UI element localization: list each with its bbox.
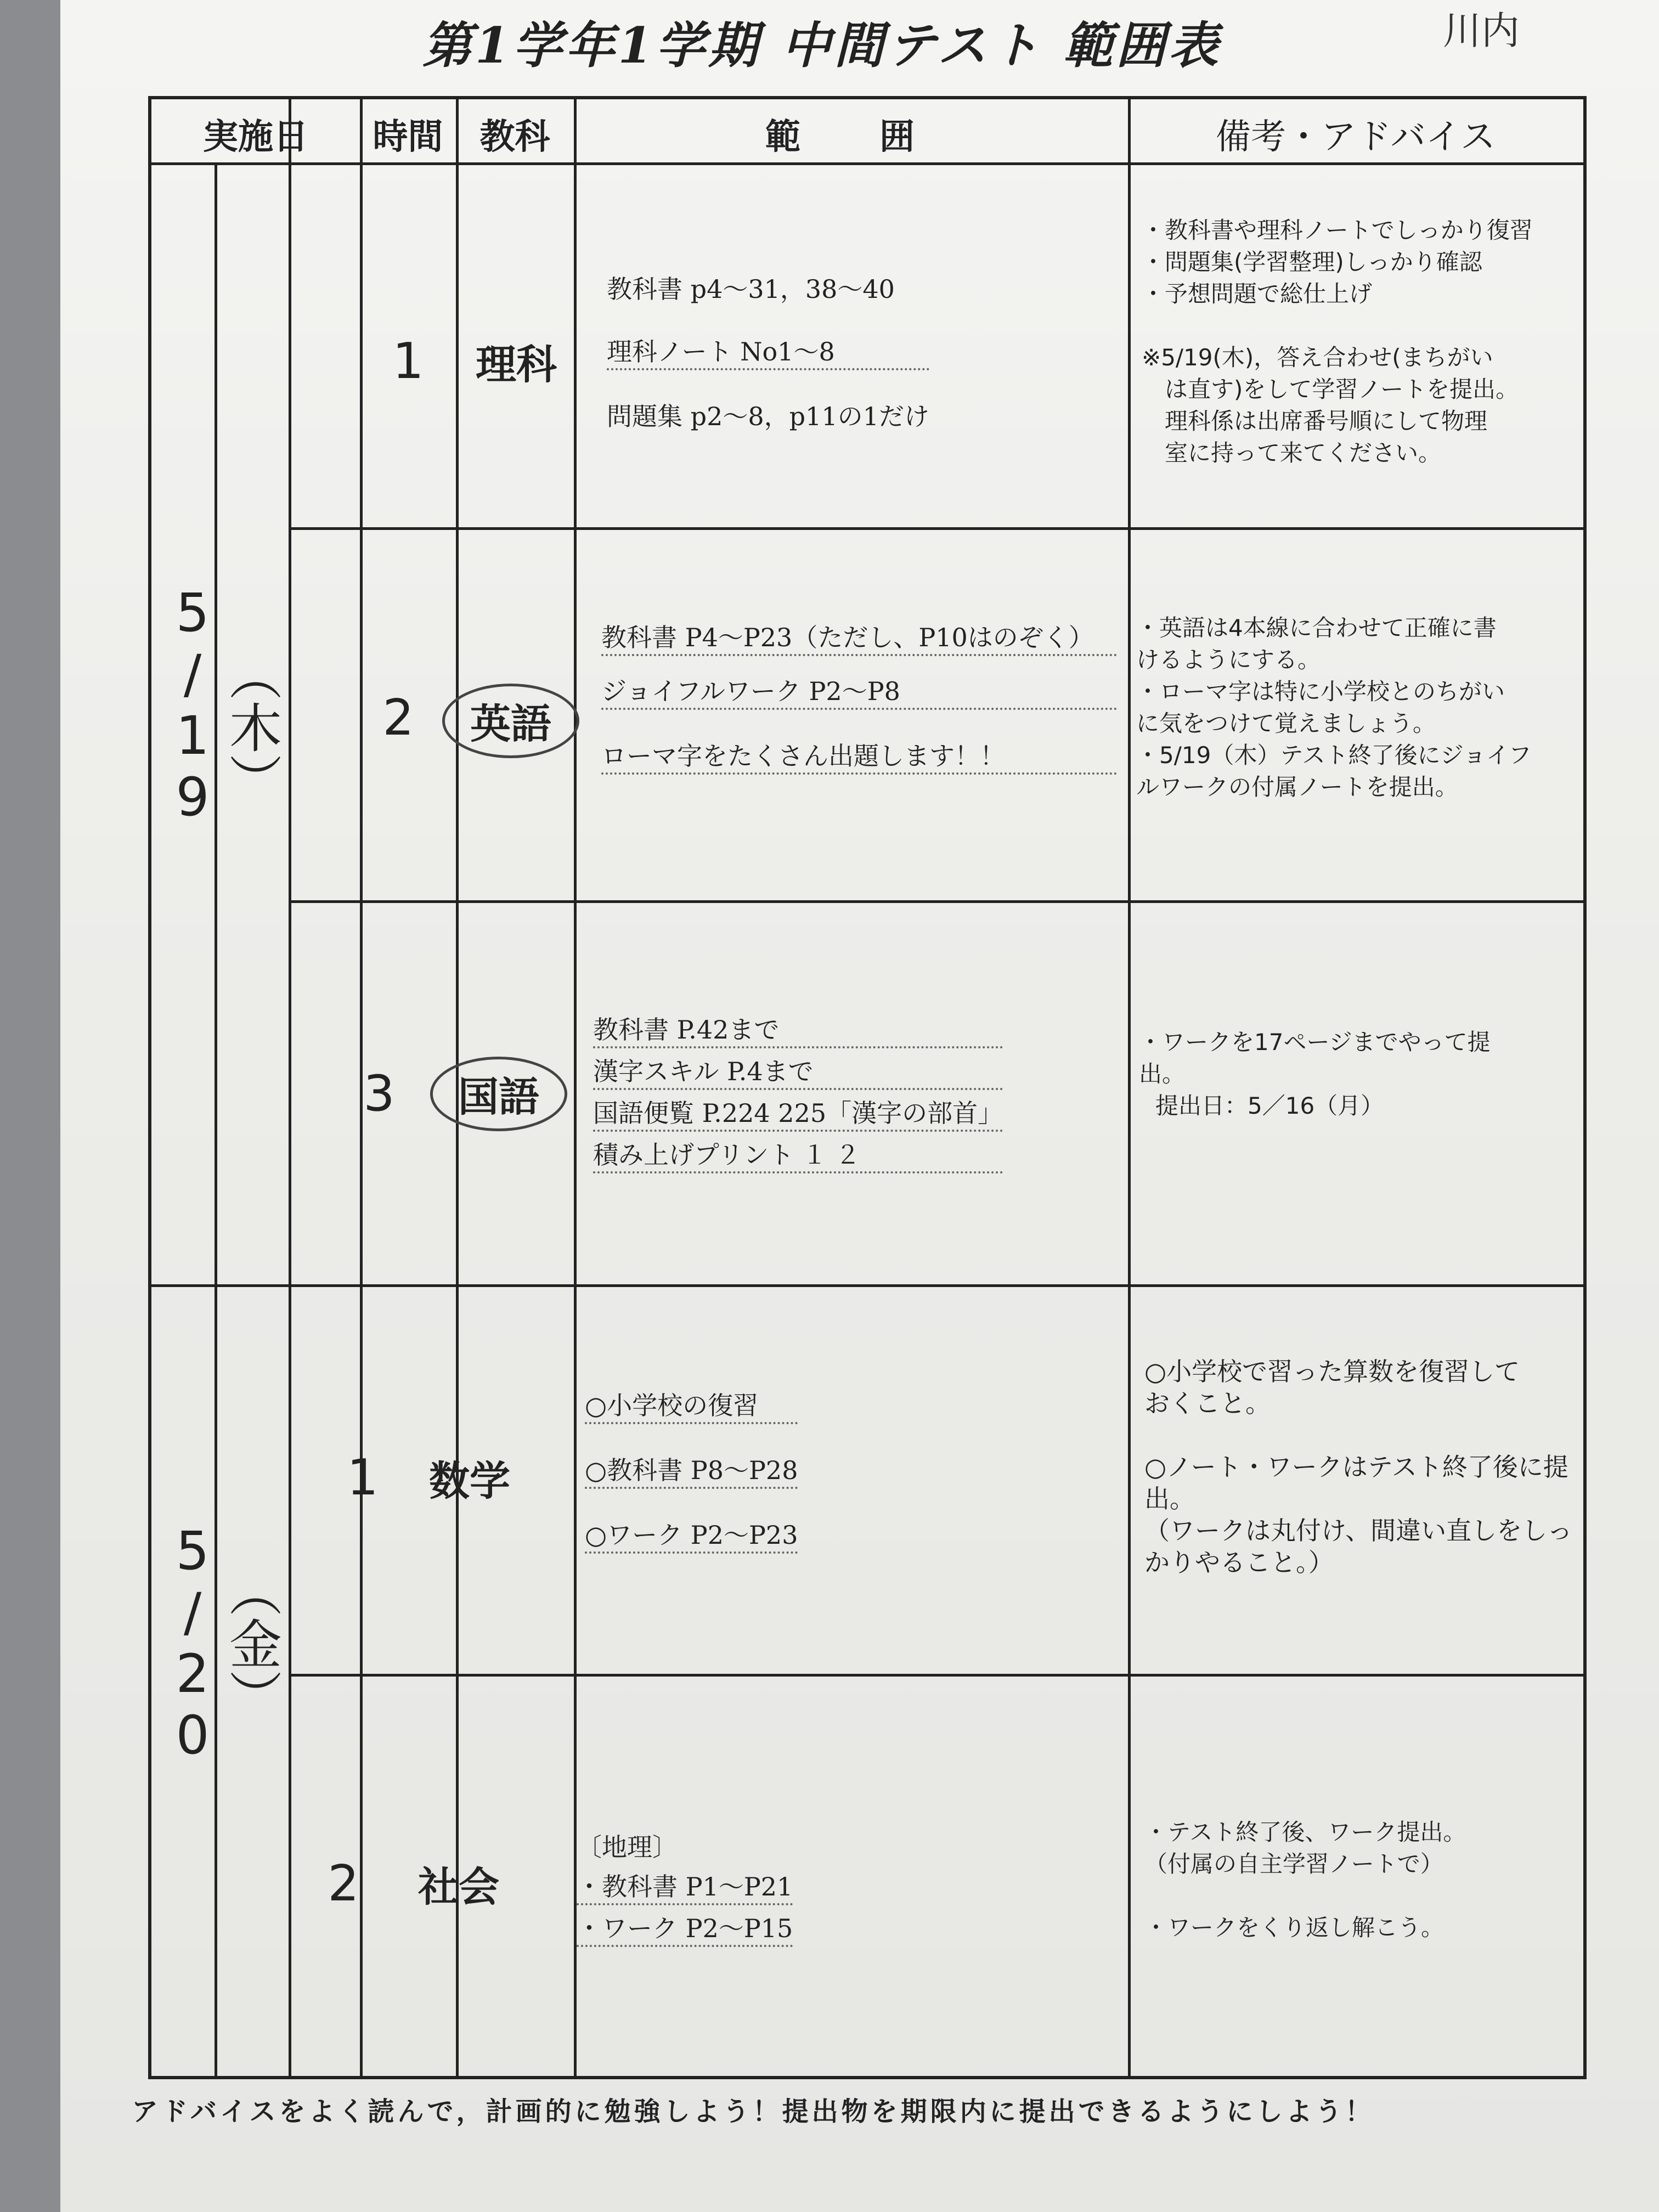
range-line: ○教科書 P8～P28 (585, 1451, 798, 1489)
range-line: ○小学校の復習 (585, 1386, 798, 1424)
note-line: ・予想問題で総仕上げ (1142, 280, 1373, 307)
note-line: 理科係は出席番号順にして物理 (1165, 408, 1488, 435)
note-line: かりやること。） (1144, 1548, 1334, 1577)
range-cell (601, 618, 1117, 801)
note-line: 室に持って来てください。 (1165, 439, 1442, 466)
header-time: 時間 (373, 116, 443, 157)
header-subject: 教科 (479, 116, 550, 157)
range-line: ・ワーク P2～P15 (577, 1909, 793, 1947)
page-title: 第1学年1学期 中間テスト 範囲表 (422, 16, 1222, 75)
divider (289, 527, 1583, 530)
date-text: 5/19 (162, 582, 223, 828)
range-cell (593, 1010, 1003, 1177)
range-line: 国語便覧 P.224 225「漢字の部首」 (593, 1093, 1003, 1132)
range-line: 問題集 p2～8，p11の1だけ (607, 402, 929, 431)
weekday-text: （金） (221, 1564, 283, 1722)
note-line: （付属の自主学習ノートで） (1144, 1850, 1443, 1877)
weekday-text: （木） (221, 648, 283, 806)
range-line: 理科ノート No1～8 (607, 332, 929, 370)
subject-name: 数学 (429, 1458, 510, 1505)
divider (289, 900, 1583, 903)
worksheet-paper (60, 0, 1659, 2212)
exam-weekday (215, 648, 289, 806)
header-range: 範 囲 (765, 116, 936, 157)
period-number: 2 (382, 689, 414, 747)
note-line: ○小学校で習った算数を復習して (1144, 1357, 1520, 1386)
note-line: 出。 (1139, 1060, 1186, 1087)
header-notes: 備考・アドバイス (1215, 116, 1496, 157)
notes-cell (1144, 1816, 1578, 1944)
note-line: おくこと。 (1144, 1389, 1271, 1418)
divider (574, 99, 577, 2077)
divider (289, 99, 291, 2077)
divider (151, 1284, 1583, 1287)
range-cell (607, 269, 929, 459)
range-cell (577, 1827, 793, 1950)
period-number: 3 (363, 1065, 395, 1122)
note-line: ・ワークを17ページまでやって提 (1139, 1029, 1491, 1056)
date-text: 5/20 (162, 1520, 223, 1766)
range-line: 教科書 p4～31，38～40 (607, 274, 895, 304)
exam-date (151, 1520, 223, 1766)
range-line: ・教科書 P1～P21 (577, 1867, 793, 1905)
exam-date (151, 582, 223, 828)
note-line: は直す)をして学習ノートを提出。 (1165, 376, 1519, 403)
subject-name: 社会 (418, 1864, 499, 1911)
header-date: 実施日 (203, 116, 308, 157)
note-line: ・ローマ字は特に小学校とのちがい (1136, 678, 1505, 705)
note-line: ルワークの付属ノートを提出。 (1136, 774, 1458, 800)
range-line: 教科書 P4～P23（ただし、P10はのぞく） (601, 618, 1117, 656)
note-line: ※5/19(木)，答え合わせ(まちがい (1142, 344, 1493, 371)
note-line: ・5/19（木）テスト終了後にジョイフ (1136, 742, 1532, 769)
range-line: ローマ字をたくさん出題します！！ (601, 736, 1117, 775)
note-line: ・ワークをくり返し解こう。 (1144, 1914, 1444, 1941)
range-line: ○ワーク P2～P23 (585, 1515, 798, 1554)
range-line: 積み上げプリント １ ２ (593, 1135, 1003, 1173)
notes-cell (1142, 215, 1575, 469)
notes-cell (1144, 1356, 1583, 1578)
exam-weekday (215, 1564, 289, 1722)
range-cell (585, 1386, 798, 1580)
footer-advice: アドバイスをよく読んで，計画的に勉強しよう！提出物を期限内に提出できるようにしよう！ (132, 2096, 1375, 2127)
notes-cell (1136, 612, 1575, 803)
subject-name: 国語 (430, 1057, 567, 1131)
range-line: 漢字スキル P.4まで (593, 1052, 1003, 1090)
note-line: ・英語は4本線に合わせて正確に書 (1136, 614, 1497, 641)
note-line: 提出日：5／16（月） (1155, 1092, 1384, 1119)
divider (215, 162, 217, 2077)
divider (151, 162, 1583, 165)
divider (1128, 99, 1131, 2077)
schedule-table (148, 96, 1587, 2079)
note-line: 出。 (1144, 1484, 1195, 1514)
teacher-mark: 川内 (1443, 8, 1520, 53)
period-number: 1 (347, 1449, 379, 1506)
range-line: 〔地理〕 (577, 1832, 678, 1862)
note-line: に気をつけて覚えましょう。 (1136, 710, 1436, 737)
notes-cell (1139, 1026, 1583, 1122)
subject-name: 理科 (476, 341, 557, 388)
note-line: ・問題集(学習整理)しっかり確認 (1142, 249, 1482, 275)
subject-name: 英語 (442, 684, 579, 758)
range-line: 教科書 P.42まで (593, 1010, 1003, 1048)
note-line: ・教科書や理科ノートでしっかり復習 (1142, 217, 1533, 244)
note-line: （ワークは丸付け、間違い直しをしっ (1144, 1516, 1573, 1545)
note-line: けるようにする。 (1136, 646, 1321, 673)
period-number: 1 (392, 332, 424, 390)
divider (289, 1674, 1583, 1677)
note-line: ○ノート・ワークはテスト終了後に提 (1144, 1452, 1568, 1482)
range-line: ジョイフルワーク P2～P8 (601, 672, 1117, 710)
note-line: ・テスト終了後、ワーク提出。 (1144, 1819, 1466, 1846)
period-number: 2 (328, 1855, 359, 1912)
